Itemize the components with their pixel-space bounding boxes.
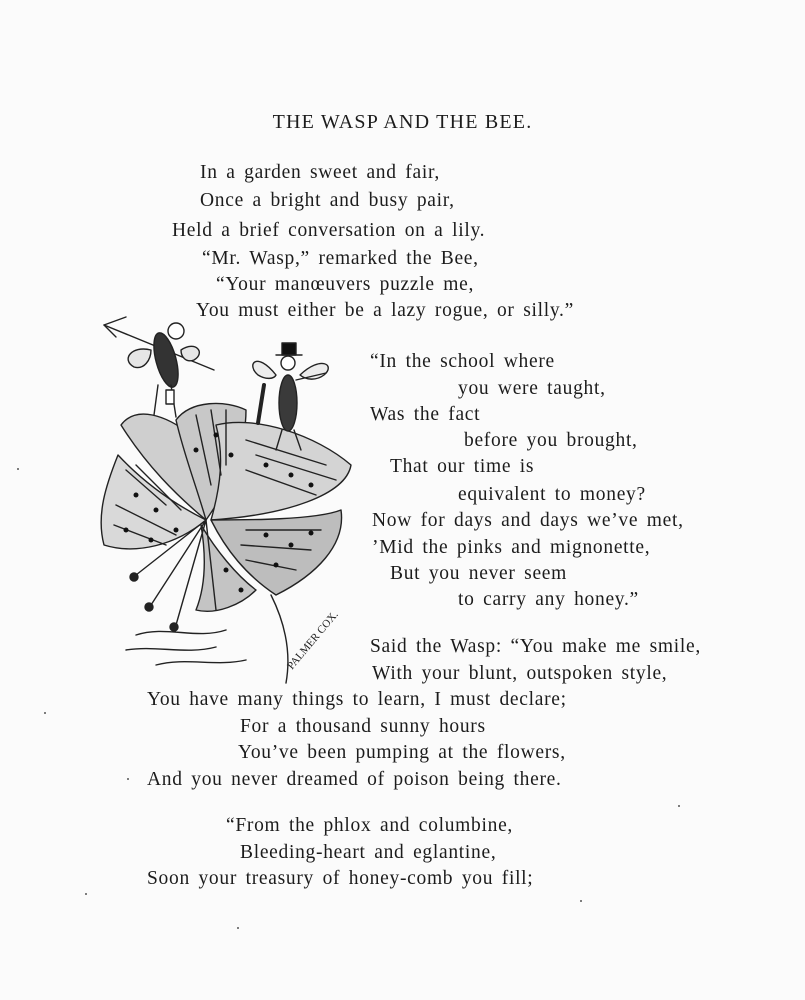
poem-line: equivalent to money? (458, 484, 646, 505)
poem-title: THE WASP AND THE BEE. (272, 111, 533, 133)
paper-speck (17, 468, 19, 470)
poem-line: before you brought, (464, 430, 638, 451)
poem-line: Was the fact (370, 404, 481, 425)
poem-line: to carry any honey.” (458, 589, 639, 610)
poem-line: Soon your treasury of honey-comb you fill; (147, 868, 534, 889)
paper-speck (237, 927, 239, 929)
poem-line: You’ve been pumping at the flowers, (238, 742, 566, 763)
wasp-and-bee-on-lily-illustration (96, 305, 364, 685)
paper-speck (44, 712, 46, 714)
poem-line: Once a bright and busy pair, (200, 190, 455, 211)
poem-line: For a thousand sunny hours (240, 716, 486, 737)
poem-line: That our time is (390, 456, 535, 477)
poem-line: ’Mid the pinks and mignonette, (372, 537, 651, 558)
poem-line: Now for days and days we’ve met, (372, 510, 684, 531)
poem-line: In a garden sweet and fair, (200, 162, 440, 183)
poem-line: Bleeding-heart and eglantine, (240, 842, 497, 863)
poem-line: “Your manœuvers puzzle me, (216, 274, 475, 295)
poem-line: And you never dreamed of poison being there. (147, 769, 562, 790)
poem-line: Said the Wasp: “You make me smile, (370, 636, 701, 657)
poem-line: You must either be a lazy rogue, or silly.” (196, 300, 574, 321)
poem-line: “From the phlox and columbine, (226, 815, 513, 836)
paper-speck (85, 893, 87, 895)
paper-speck (127, 778, 129, 780)
illustrator-signature: PALMER COX. (285, 608, 341, 672)
poem-line: you were taught, (458, 378, 606, 399)
poem-line: “In the school where (370, 351, 555, 372)
poem-line: “Mr. Wasp,” remarked the Bee, (202, 248, 479, 269)
paper-speck (678, 805, 680, 807)
paper-speck (580, 900, 582, 902)
poem-line: You have many things to learn, I must declare; (147, 689, 567, 710)
poem-line: Held a brief conversation on a lily. (172, 220, 486, 241)
poem-line: But you never seem (390, 563, 568, 584)
poem-line: With your blunt, outspoken style, (372, 663, 668, 684)
